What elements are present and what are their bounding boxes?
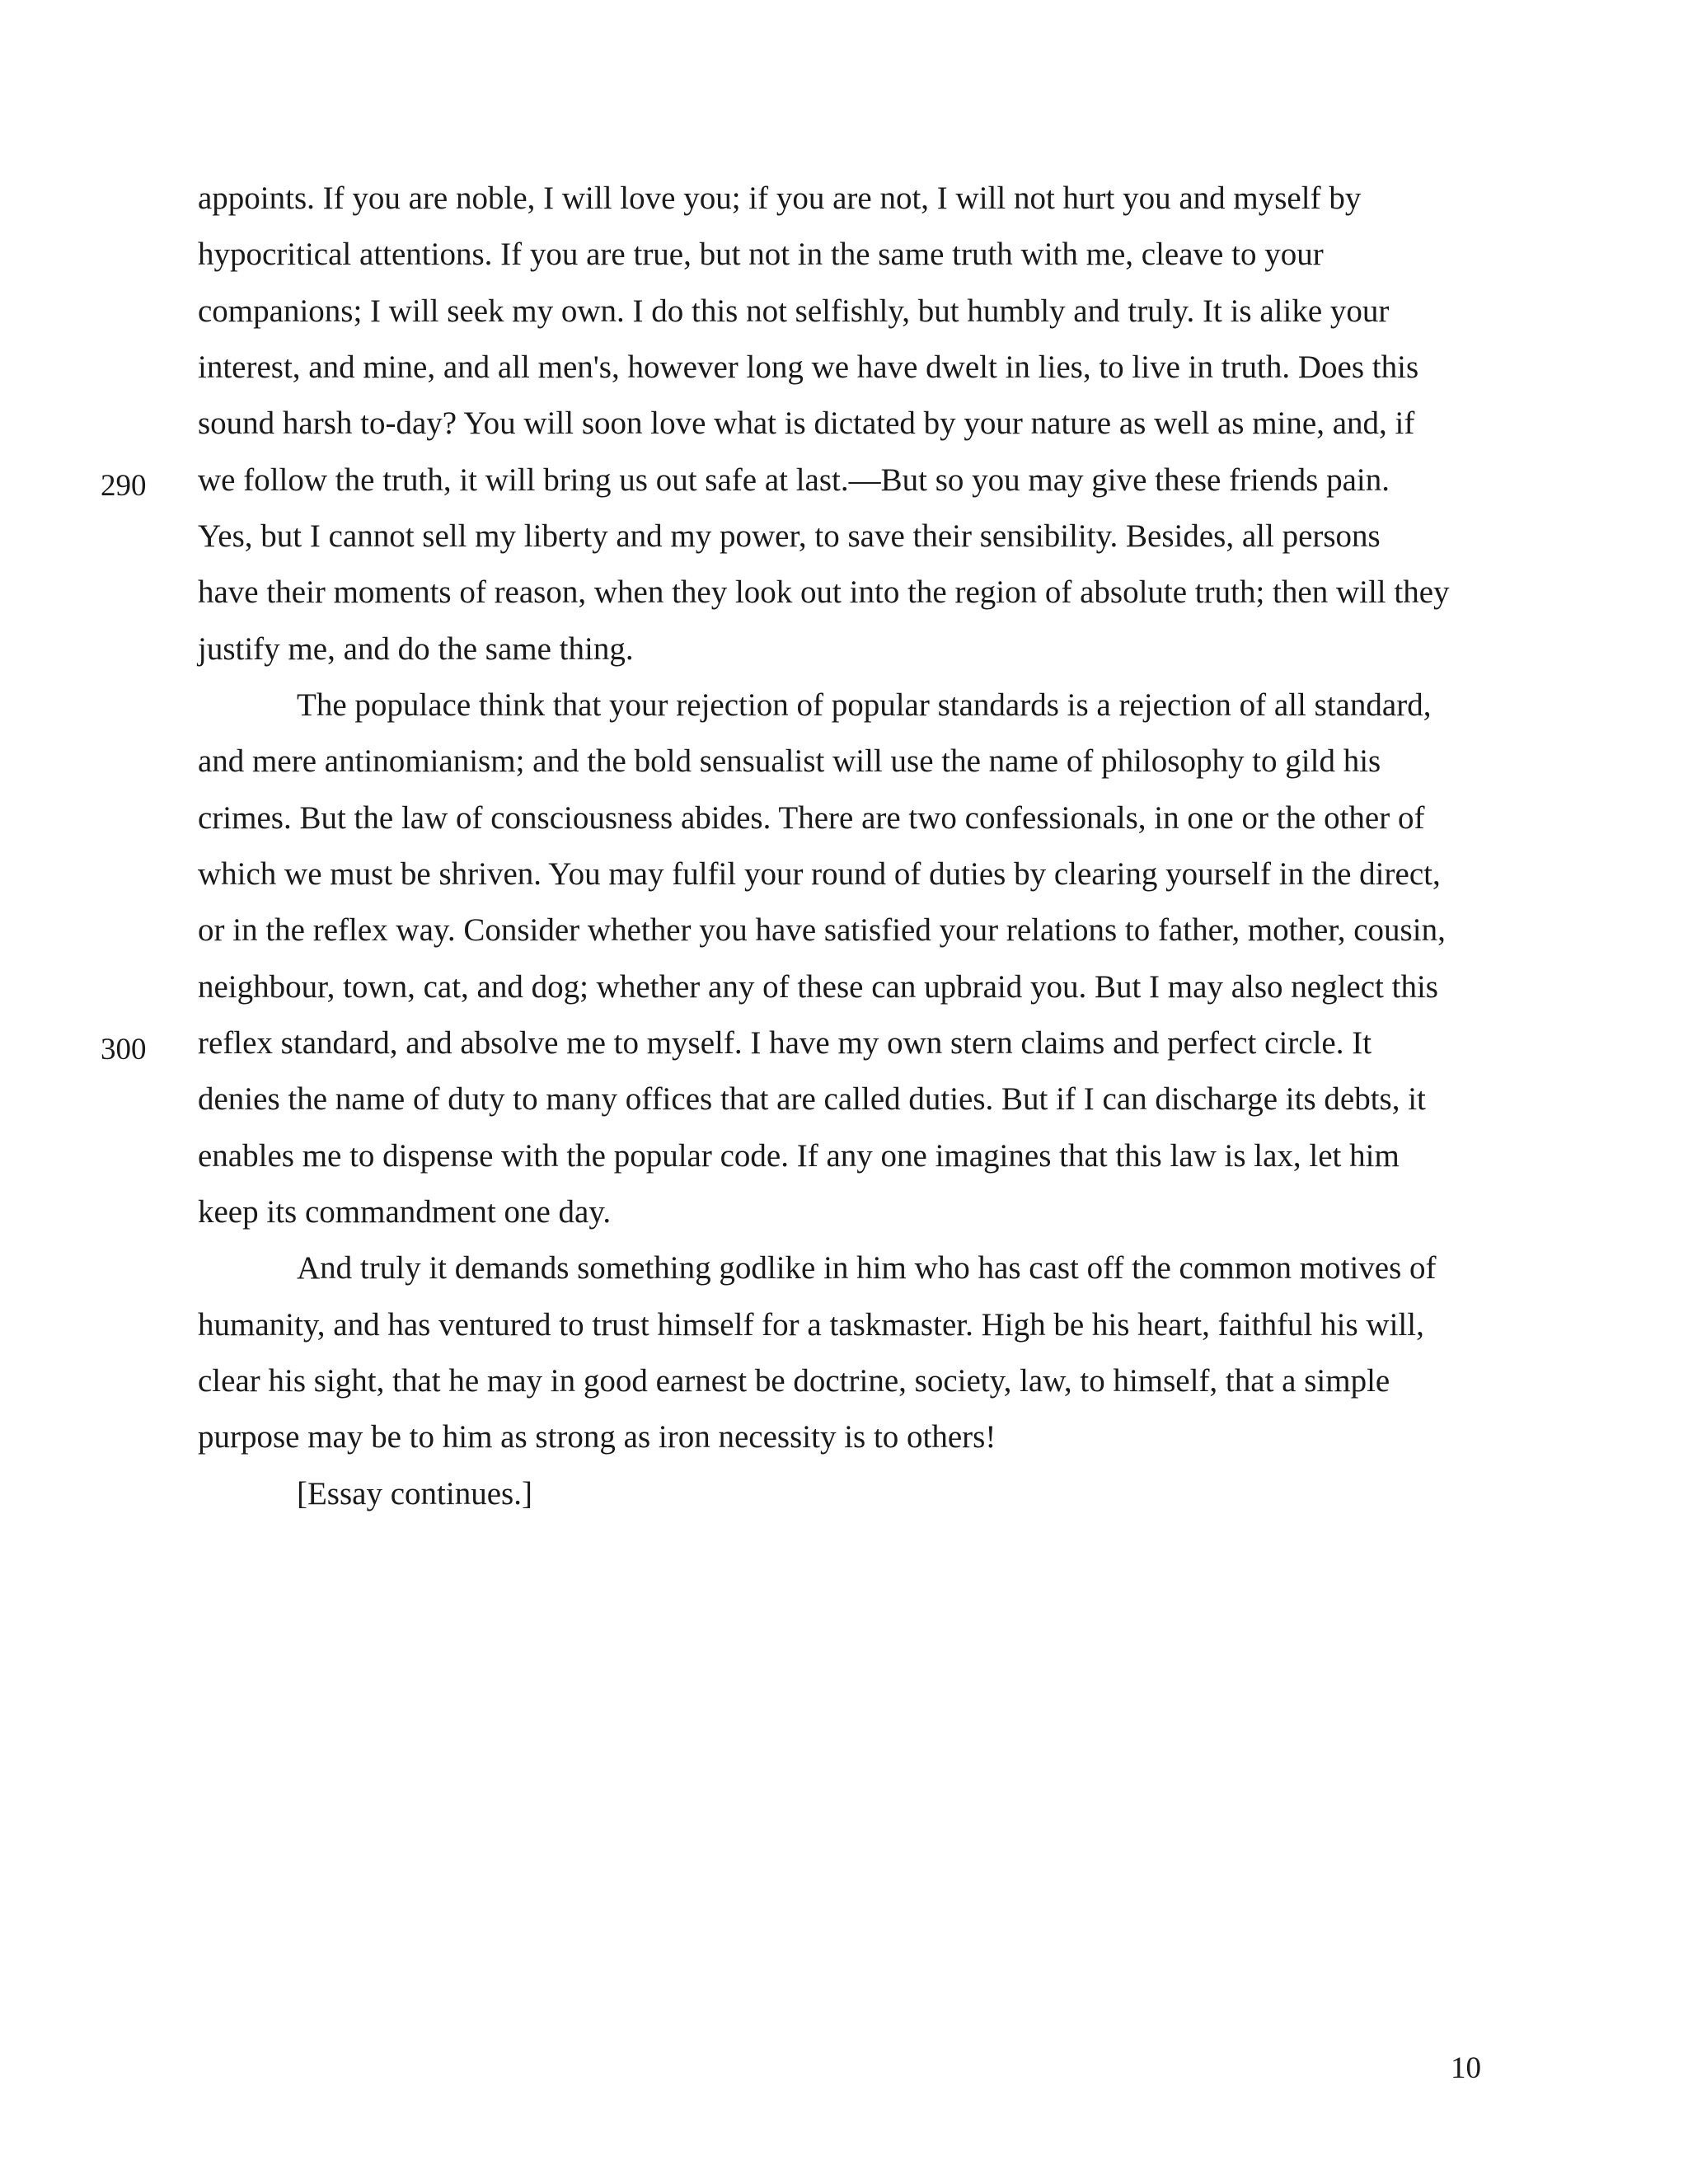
text-line: and mere antinomianism; and the bold sensualist will use the name of philosophy to gild his [198, 743, 1381, 779]
text-line: Yes, but I cannot sell my liberty and my power, to save their sensibility. Besides, all persons [198, 518, 1381, 554]
text-line: have their moments of reason, when they look out into the region of absolute truth; then will they [198, 574, 1450, 610]
essay-continues-note: [Essay continues.] [297, 1476, 532, 1511]
text-line: reflex standard, and absolve me to myself. I have my own stern claims and perfect circle. It [198, 1025, 1372, 1061]
text-line: purpose may be to him as strong as iron necessity is to others! [198, 1419, 996, 1455]
text-line: humanity, and has ventured to trust himself for a taskmaster. High be his heart, faithful his will, [198, 1307, 1424, 1343]
text-line: crimes. But the law of consciousness abides. There are two confessionals, in one or the other of [198, 800, 1425, 836]
text-line: clear his sight, that he may in good earnest be doctrine, society, law, to himself, that a simple [198, 1363, 1390, 1399]
text-line: neighbour, town, cat, and dog; whether any of these can upbraid you. But I may also neglect this [198, 969, 1438, 1005]
text-line: appoints. If you are noble, I will love you; if you are not, I will not hurt you and myself by [198, 180, 1362, 216]
page-number: 10 [1451, 2051, 1481, 2085]
line-number-300: 300 [101, 1033, 147, 1066]
line-number-290: 290 [101, 469, 147, 503]
text-line: or in the reflex way. Consider whether you have satisfied your relations to father, mother, cousin, [198, 912, 1446, 948]
text-line: which we must be shriven. You may fulfil your round of duties by clearing yourself in the direct, [198, 856, 1441, 892]
text-line: enables me to dispense with the popular code. If any one imagines that this law is lax, let him [198, 1138, 1400, 1174]
text-line: justify me, and do the same thing. [198, 631, 634, 667]
text-line: hypocritical attentions. If you are true, but not in the same truth with me, cleave to your [198, 237, 1324, 272]
text-line: interest, and mine, and all men's, however long we have dwelt in lies, to live in truth. Does this [198, 349, 1419, 385]
text-line: companions; I will seek my own. I do this not selfishly, but humbly and truly. It is alike your [198, 293, 1390, 329]
paragraph-start-line: And truly it demands something godlike in him who has cast off the common motives of [297, 1250, 1437, 1286]
paragraph-start-line: The populace think that your rejection of popular standards is a rejection of all standard, [297, 687, 1432, 723]
text-line: keep its commandment one day. [198, 1194, 612, 1230]
text-line: sound harsh to-day? You will soon love what is dictated by your nature as well as mine, and, if [198, 405, 1415, 441]
text-line: denies the name of duty to many offices that are called duties. But if I can discharge its debts, it [198, 1081, 1426, 1117]
text-line: we follow the truth, it will bring us out safe at last.—But so you may give these friends pain. [198, 462, 1390, 498]
